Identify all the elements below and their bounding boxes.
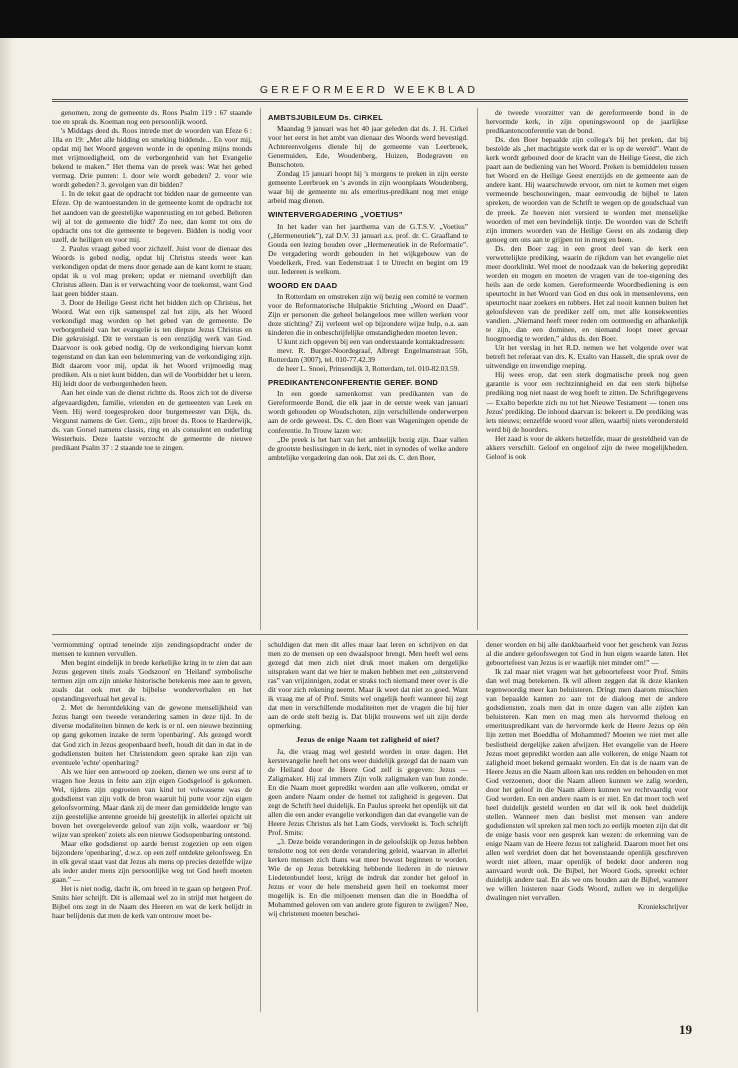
page-edge-shadow	[0, 38, 14, 1068]
page-number: 19	[679, 1022, 692, 1037]
paragraph: 3. Door de Heilige Geest richt het bidden zich op Christus, het Woord. Wat een rijk samenspel zal het zijn, als het Woord verkondigd mag worden op het gebed van de gemeente. De verborgenheid van het evangelie is ten diepste Jezus Christus en Die gekruisigd. Dit te verstaan is een eenzijdig werk van God. Daarvoor is ook gebed nodig. Op de verkondiging hiervan komt tegenstand en dan kan een belemmering van de verkondiging zijn. Bidt daarom voor mij, opdat ik het Woord vrijmoedig mag prediken. Als u niet kunt bidden, dan wil de Voorbidder het u leren. Hij leidt door de verborgenheden heen.	[52, 297, 252, 389]
paragraph: Maar elke godsdienst op aarde berust zogezien op een eigen bijzondere 'openbaring', d.w.z. op een zelf ontdekte geloofsweg. En in elk geval staat vast dat Jezus als mens op precies dezelfde wijze als ieder ander mens zijn persoonlijke weg tot God heeft moeten gaan.” —	[52, 839, 252, 885]
paragraph: 2. Paulus vraagt gebed voor zichzelf. Juist voor de dienaar des Woords is gebed nodig, opdat hij Christus steeds weer kan verkondigen opdat de mens door genade aan de kant komt te staan; opdat ik u vol mag preken; opdat er niemand overblijft dan Christus alleen. Dan is er verwachting voor de toekomst, want God laat geen bidder staan.	[52, 243, 252, 298]
paragraph: 2. Met de herontdekking van de gewone menselijkheid van Jezus hangt een tweede verandering samen in deze tijd. In de diverse modaliteiten binnen de kerk is er nl. een nieuwe bezinning op gang gekomen inzake de term 'openbaring'. Als gezegd wordt dat God zich in Jezus geopenbaard heeft, houdt dit dan in dat in de godsdiensten buiten het Christendom geen sprake kan zijn van eventuele 'echte' openbaring?	[52, 703, 252, 767]
paragraph: Ik zal maar niet vragen wat het geboortefeest voor Prof. Smits dan wel mag betekenen. Ik wil alleen zeggen dat ik deze klanken tegenwoordig meer kan beluisteren. Dringt men daarom misschien van bepaalde kanten zo aan tot de dialoog met de andere godsdiensten, zoals men dat in onze dagen van alle zijden kan beluisteren. Kan men en mag men als hervormd theloog en emerituspredikant van de hervormde kerk de Heere Jezus op één lijn zetten met Boeddha of Mohammed? Moeten we niet met alle beslistheid dergelijke zaken afwijzen. Het evangelie van de Heere Jezus moet gepredikt worden aan alle volkeren, de enige Naam tot zaligheid moet bekend gemaakt worden. En dat is de naam van de Heere Jezus en die Naam alleen kan ons redden en behouden en met God verzoenen, door die Naam alleen kunnen we zalig worden, door het geloof in die Naam alleen kunnen we rechtvaardig voor God worden. En een andere naam is er niet. En dat moet toch wel heel duidelijk gesteld worden en dat wil ik ook heel duidelijk stellen. Wanneer men dan beslist met mensen van andere godsdiensten wil spreken zal men toch zo eerlijk moeten zijn dat dit de enige basis voor een gesprek kan wezen: de erkenning van de enige Naam van de Heere Jezus tot zaligheid. Daarom moet het ons allen wel verdriet doen dat het bovenstaande openlijk geschreven wordt niet alleen, maar openlijk of bedekt door anderen nog aanvaard wordt ook. De Bijbel, het Woord Gods, spreekt echter duidelijk andere taal. En als we ons houden aan de Bijbel, wanneer we willen luisteren naar Gods Woord, zullen we in dergelijke dwalingen niet vervallen.	[486, 667, 688, 903]
paragraph: schuldigen dat men dit alles maar laat leren en schrijven en dat men zo de mensen op een dwaalspoor brengt. Men heeft wel eens gezegd dat men zich niet druk moet maken om dergelijke uitspraken want dat we hier te maken hebben met een „uitstervend ras” van vrijzinnigen, zodat er straks toch niemand meer over is die dit voor zich rekening neemt. Maar ik weet dat niet zo goed. Want ik vraag me af of Prof. Smits wel ongelijk heeft wanneer hij zegt dat men in verschillende modaliteiten met de vragen die hij hier aan de orde stelt bezig is. Dat blijkt trouwens wel uit zijn derde opmerking.	[268, 640, 468, 731]
paragraph: Ds. den Boer zag in een groot deel van de kerk een verwettelijkte prediking, waarin de rijkdom van het evangelie niet meer doorklinkt. Wel moet de noodzaak van de bekering gepredikt worden en mogen en moeten de vragen van de toe-eigening des heils aan de orde komen. Gereformeerde Woordbediening is een speurtocht in het Woord van God en dus ook in mensenlevens, een speurtocht naar zoekers en tobbers. Het zal nooit kunnen buiten het geloofsleven van de prediker zelf om, met alle konsekwenties vandien. „Niemand heeft meer reden om ootmoedig en afhankelijk te zijn, dan een dominee, en niemand loopt meer gevaar hoogmoedig te worden,” aldus ds. den Boer.	[486, 243, 688, 344]
paragraph: 'vermomming' optrad teneinde zijn zendingsopdracht onder de mensen te kunnen vervullen.	[52, 640, 252, 659]
section-heading: PREDIKANTENCONFERENTIE GEREF. BOND	[268, 378, 439, 388]
header-rule	[52, 99, 688, 100]
paragraph: Ja, die vraag mag wel gesteld worden in onze dagen. Het kerstevangelie heeft het ons weer duidelijk gezegd dat de naam van de Heiland door de Heere God zelf is gegeven: Jezus — Zaligmaker. Hij zal immers Zijn volk zaligmaken van hun zonde. En die Naam moet gepredikt worden aan alle volkeren, omdat er geen andere Naam onder de hemel tot zaligheid is gegeven. Dat zegt de Schrift heel duidelijk. En Paulus spreekt het openlijk uit dat allen die een ander evangelie verkondigen dan dat evangelie van de Heere Jezus Christus als het Lam Gods, vervloekt is. Toch schrijft Prof. Smits:	[268, 746, 468, 837]
paragraph: mevr. R. Burger-Noordegraaf, Albregt Engelmanstraat 55b, Rotterdam (3007), tel. 010-77.42.39	[268, 346, 468, 365]
paragraph: genomen, zong de gemeente ds. Roos Psalm 119 : 67 staande toe en sprak ds. Koeman nog een persoonlijk woord.	[52, 108, 252, 127]
column-divider	[260, 108, 261, 630]
top-black-band	[0, 0, 738, 38]
paragraph: Ds. den Boer bepaalde zijn collega's bij het preken, dat bij bestelde als „het machtigste werk dat er is op de wereld”. Want de kerk wordt gebouwd door de kracht van de Heilige Geest, die zich paart aan de bediening van het Woord. Preken is bemiddelen tussen het Woord en de Heilige Geest enerzijds en de gemeente aan de andere kant. Hij waarschuwde ervoor, om niet te komen met eigen vermeende beschouwingen, maar eenvoudig de bijbel te laten spreken, de woorden van de Schrift te wegen op de goudschaal van de preek. Ze hoeven niet versierd te worden met menselijke woorden of met een bevindelijk tintje. De woorden van de Schrift zijn immers woorden van de Heilige Geest en als zodanig diep genoeg om ons aan te grijpen tot in merg en been.	[486, 135, 688, 244]
paragraph: Maandag 9 januari was het 40 jaar geleden dat ds. J. H. Cirkel voor het eerst in het ambt van dienaar des Woords werd bevestigd. Achtereenvolgens diende hij de gemeente van Leerbroek, Genemuiden, Ede, Woudenberg, Huizen, Bodegraven en Bunschoten.	[268, 124, 468, 170]
paragraph: „De preek is het hart van het ambtelijk bezig zijn. Daar vallen de grootste beslissingen in de kerk, niet in synodes of welke andere ambtelijke vergadering dan ook. Dat zei ds. C. den Boer,	[268, 434, 468, 462]
paragraph: 1. In de tekst gaat de opdracht tot bidden naar de gemeente van Efeze. Op de wantoestanden in de gemeente komt de opdracht tot het aandoen van de geestelijke wapenrusting en tot gebed. Behoren wij al tot de gemeente die bidt? Zo nee, dan komt tot ons de opdracht ons tot die gemeente te begeven. Bidden is nodig voor uzelf, de heiligen en voor mij.	[52, 189, 252, 244]
column-top-middle	[268, 108, 468, 630]
paragraph: In het kader van het jaarthema van de G.T.S.V. „Voetius” („Hermeneutiek”), zal D.V. 31 januari a.s. prof. dr. C. Graafland te Gouda een lezing houden over „Hermeneutiek in de Reformatie”. De vergadering wordt gehouden in het wijkgebouw van de Voedelkerk, Fred. van Eedenstraat 1 te Utrecht en begint om 19 uur. Iedereen is welkom.	[268, 221, 468, 276]
page-header-title: GEREFORMEERD WEEKBLAD	[259, 84, 479, 96]
section-heading: Jezus de enige Naam tot zaligheid of niet?	[296, 735, 440, 745]
column-bottom-right	[486, 640, 688, 1012]
section-heading: WOORD EN DAAD	[268, 280, 338, 290]
paragraph: Zondag 15 januari hoopt hij 's morgens te preken in zijn eerste gemeente Leerbroek en 's avonds in zijn woonplaats Woudenberg, waar hij de gemeente nu als emeritus-predikant nog met enige arbeid mag dienen.	[268, 169, 468, 206]
paragraph: Hij wees erop, dat een sterk dogmatische preek nog geen garantie is voor een rechtzinnigheid en dat een sterk bijbelse prediking nog niet naast de weg hoeft te zitten. De Schriftgegevens — Exalto beperkte zich nu tot het Nieuwe Testament — tonen ons Jezus' prediking. De inhoud daarvan is: bekeert u. De prediking was iets nieuws; eenzelfde woord voor allen, waarbij niets verondersteld werd bij de hoorders.	[486, 370, 688, 434]
section-heading: WINTERVERGADERING „VOETIUS”	[268, 210, 403, 220]
column-top-right	[486, 108, 688, 630]
paragraph: Als we hier een antwoord op zoeken, dienen we ons eerst af te vragen hoe Jezus in feite aan zijn eigen Godsgeloof is gekomen. Wel, tijdens zijn opgroeien van kind tot volwassene was de godsdienst van zijn volk de bron waaruit hij putte voor zijn eigen geloofsvorming. Maar dank zij de meer dan gemiddelde lengte van zijn geestelijke antenne groeide hij geestelijk in allerlei opzicht uit boven het overgeleverde geloof van zijn volk, waardoor er 'bij wijze van spreken' zoiets als een nieuwe Godsopenbaring ontstond.	[52, 766, 252, 839]
paragraph: „3. Deze beide veranderingen in de geloofskijk op Jezus hebben tenslotte nog tot een derde verandering geleid, waarvan in allerlei kerken mensen zich thans wat meer bewust beginnen te worden. Wie de op Jezus betrekking hebbende liederen in de nieuwe Liedetenbundel leest, krijgt de indruk dat zonder het geloof in Jezus er voor de hele mensheid geen heil en toekomst meer mogelijk is. En die miljoenen mensen dan die in Boeddha of Mohammed geloven om van andere grote figuren te zwijgen? Nee, wij christenen moeten beschei-	[268, 836, 468, 919]
paragraph: Het zaad is voor de akkers hetzelfde, maar de gesteldheid van de akkers verschilt. Geloof en ongeloof zijn de twee mogelijkheden. Geloof is ook	[486, 433, 688, 461]
paragraph: de tweede voorzitter van de gereformeerde bond in de hervormde kerk, in zijn openingswoord op de jaarlijkse predikantenconferentie van de bond.	[486, 108, 688, 136]
column-divider	[477, 108, 478, 630]
paragraph: Het is niet nodig, dacht ik, om breed in te gaan op hetgeen Prof. Smits hier schrijft. Dit is allemaal wel zo in strijd met hetgeen de Bijbel ons zegt in de Naam des Heeren en wat de kerk belijdt in haar belijdenis dat men de kerk van ontrouw moet be-	[52, 884, 252, 921]
column-bottom-left	[52, 640, 252, 1012]
paragraph: Men begint eindelijk in brede kerkelijke kring in te zien dat aan Jezus gegeven titels zoals 'Godszoon' en 'Heiland' symbolische termen zijn om zijn unieke historische betekenis mee aan te geven, zoals dat ook met de bijbelse wonderverhalen en het opstandingsverhaal het geval is.	[52, 658, 252, 704]
section-divider	[52, 634, 688, 635]
column-divider	[477, 640, 478, 1012]
paragraph: dener worden en bij alle dankbaarheid voor het geschenk van Jezus al die andere geloofswegen tot God in hun eigen waarde laten. Het geboortefeest van Jezus is er waarlijk niet minder om!” —	[486, 640, 688, 668]
column-top-left	[52, 108, 252, 630]
paragraph: U kunt zich opgeven bij een van onderstaande kontaktadressen:	[277, 337, 465, 347]
section-heading: AMBTSJUBILEUM Ds. CIRKEL	[268, 113, 383, 122]
author-signature: Kroniekschrijver	[637, 902, 688, 912]
paragraph: In Rotterdam en omstreken zijn wij bezig een comité te vormen voor de Reformatorische Hulpaktie Stichting „Woord en Daad”. Zijn er personen die geheel belangeloos mee willen werken voor deze stichting? Zij verleent wel op bijzondere wijze hulp, o.a. aan kinderen die in onbeschrijfelijke omstandigheden moeten leven.	[268, 291, 468, 338]
paragraph: Uit het verslag in het R.D. nemen we het volgende over wat betreft het referaat van drs. K. Exalto van Hasselt, die sprak over de uitwendige en inwendige roeping.	[486, 343, 688, 371]
header-rule-2	[52, 101, 688, 102]
column-bottom-middle	[268, 640, 468, 1012]
paragraph: Aan het einde van de dienst richtte ds. Roos zich tot de diverse afgevaardigden, familie, vrienden en de gemeenten van Leek en Veen. Hij werd toegesproken door burgemeester van Dijk, ds. Vergunst namens de Ger. Gem., zijn broer ds. Roos te Harderwijk, ds. van Gorsel namens classis, ring en als consulent en ouderling Westerhuis. Deze laatste verzocht de gemeente de nieuwe predikant Psalm 37 : 2 staande toe te zingen.	[52, 388, 252, 452]
paragraph: de heer L. Snoei, Prinsendijk 3, Rotterdam, tel. 010-82.03.59.	[277, 364, 460, 374]
column-divider	[260, 640, 261, 1012]
paragraph: 's Middags deed ds. Roos intrede met de woorden van Efeze 6 : 18a en 19: „Met alle bidding en smeking biddende... En voor mij, opdat mij het Woord gegeven worde in de opening mijns monds met vrijmoedigheid, om de verborgenheid van het Evangelie bekend te maken.” Het thema van de preek was: Wat het gebed vermag. Drie punten: 1. door wie wordt gebeden? 2. voor wie wordt gebeden? 3. gevolgen van dit bidden?	[52, 126, 252, 190]
paragraph: In een goede samenkomst van predikanten van de Gereformeerde Bond, die elk jaar in de eerste week van januari wordt gehouden op Woudschoten, zijn verschillende onderwerpen aan de orde geweest. Ds. C. den Boer van Wageningen opende de conferentie. In Trouw lazen we:	[268, 389, 468, 435]
